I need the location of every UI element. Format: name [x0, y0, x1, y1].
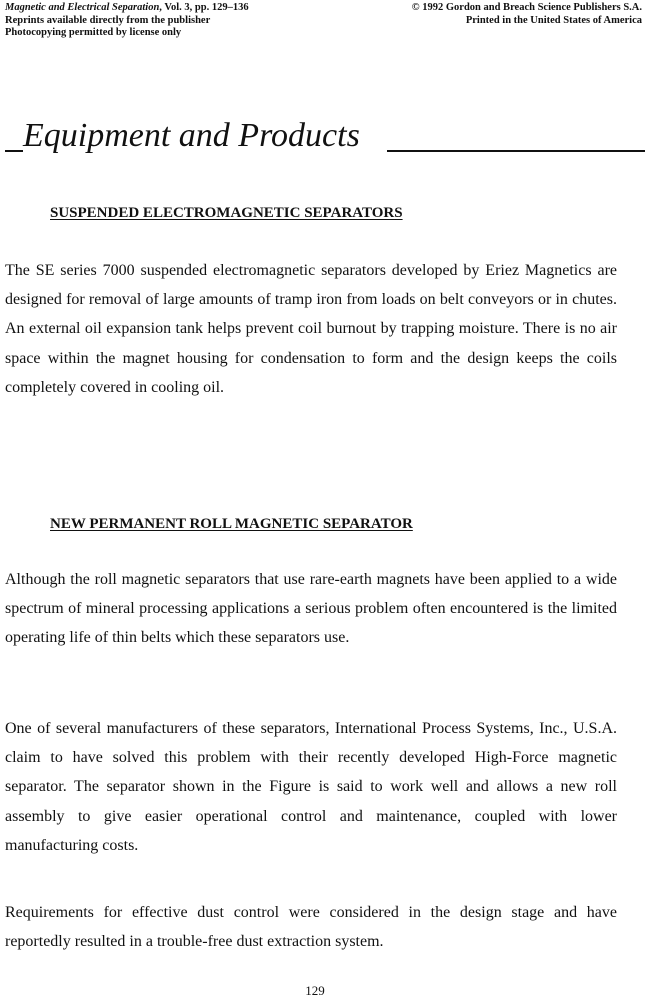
section-title-rule	[387, 150, 645, 152]
printed-in-note: Printed in the United States of America	[465, 14, 642, 26]
article-heading-suspended-separators: SUSPENDED ELECTROMAGNETIC SEPARATORS	[50, 205, 403, 221]
running-header-left	[5, 2, 249, 40]
article-paragraph: One of several manufacturers of these separators, International Process Systems, Inc., U.S.A. claim to have solved this problem with their recently developed High-Force magnetic separator. The separator shown in the Figure is said to work well and allows a new roll assembly to give easier operational control and maintenance, coupled with lower manufacturing costs.	[5, 720, 617, 854]
running-header-right	[412, 2, 642, 27]
article-paragraph: Requirements for effective dust control were considered in the design stage and have reportedly resulted in a trouble-free dust extraction system.	[5, 904, 617, 951]
journal-citation	[5, 2, 249, 15]
article-paragraph: Although the roll magnetic separators that use rare-earth magnets have been applied to a wide spectrum of mineral processing applications a serious problem often encountered is the limited operating life of thin belts which these separators use.	[5, 571, 617, 647]
section-title-lead-rule	[5, 150, 23, 152]
article-paragraph: The SE series 7000 suspended electromagnetic separators developed by Eriez Magnetics are designed for removal of large amounts of tramp iron from loads on belt conveyors or in chutes. An external oil expansion tank helps prevent coil burnout by trapping moisture. There is no air space within the magnet housing for condensation to form and the design keeps the coils completely covered in cooling oil.	[5, 262, 617, 396]
volume-pages: , Vol. 3, pp. 129–136	[159, 2, 249, 13]
section-title: Equipment and Products	[23, 117, 360, 154]
section-header	[5, 116, 645, 158]
article-heading-roll-separator: NEW PERMANENT ROLL MAGNETIC SEPARATOR	[50, 516, 413, 532]
journal-title: Magnetic and Electrical Separation	[5, 2, 160, 13]
photocopy-note: Photocopying permitted by license only	[5, 27, 182, 38]
reprints-note: Reprints available directly from the publisher	[5, 14, 211, 26]
page-number: 129	[305, 983, 325, 998]
copyright-notice: © 1992 Gordon and Breach Science Publishers S.A.	[411, 2, 642, 13]
